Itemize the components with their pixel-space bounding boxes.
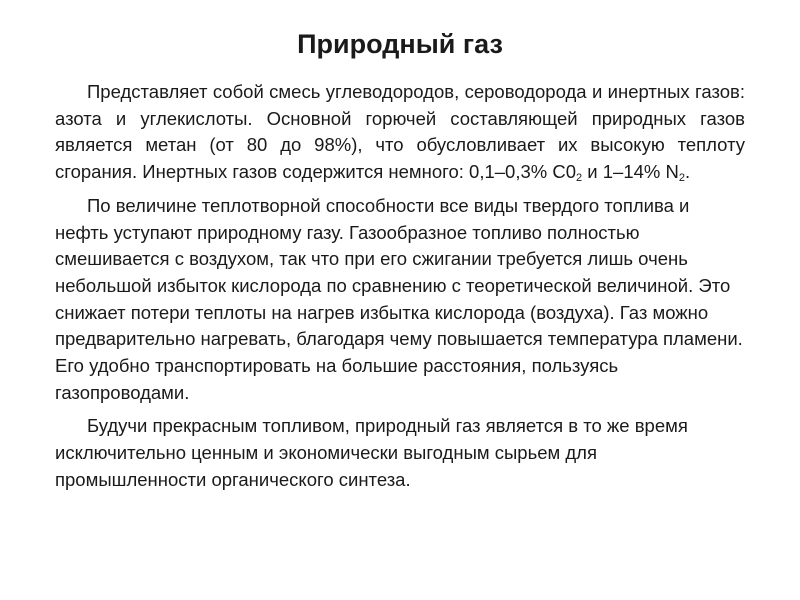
paragraph-composition-text: Представляет собой смесь углеводородов, сероводорода и инертных газов: азота и углекислоты. Основной горючей составляющей природных газов является метан (от 80 до 98%), что обусловливает их высокую теплоту сгорания. Инертных газов содержится немного: 0,1–0,3% С0 xyxy=(55,81,745,183)
paragraph-composition-mid: и 1–14% N xyxy=(582,161,679,183)
paragraph-heating-value: По величине теплотворной способности все виды твердого топлива и нефть уступают природному газу. Газообразное топливо полностью смешивается с воздухом, так что при его сжигании требуется лишь очень небольшой избыток кислорода по сравнению с теоретической величиной. Это снижает потери теплоты на нагрев избытка кислорода (воздуха). Газ можно предварительно нагревать, благодаря чему повышается температура пламени. Его удобно транспортировать на большие расстояния, пользуясь газопроводами. xyxy=(55,194,743,403)
paragraph-composition xyxy=(55,79,745,186)
slide-title: Природный газ xyxy=(297,29,503,59)
n2-subscript: 2 xyxy=(678,172,685,185)
paragraph-composition-end: . xyxy=(685,161,691,183)
co2-subscript: 2 xyxy=(576,172,583,185)
paragraph-raw-material: Будучи прекрасным топливом, природный газ является в то же время исключительно ценным и экономически выгодным сырьем для промышленности органического синтеза. xyxy=(55,415,688,490)
slide-body xyxy=(55,79,745,501)
